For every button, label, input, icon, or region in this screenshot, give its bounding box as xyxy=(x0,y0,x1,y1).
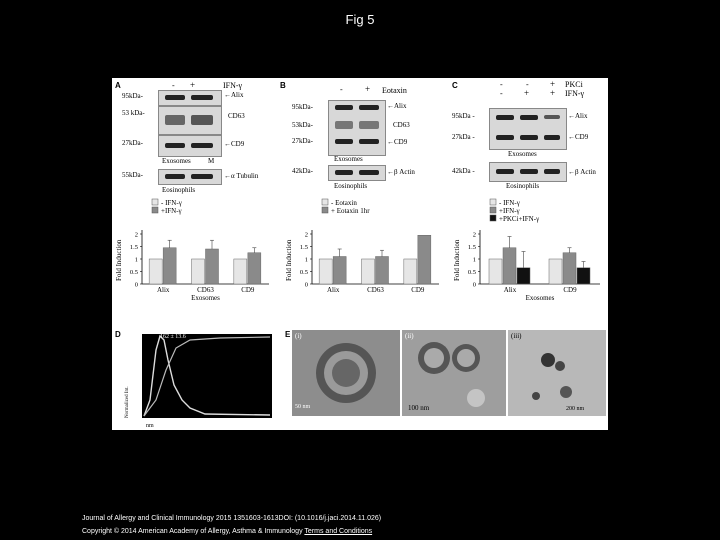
panel-c-protein: ←Alix xyxy=(568,112,588,120)
bar xyxy=(192,259,205,284)
bar xyxy=(234,259,247,284)
legend-label: - IFN-γ xyxy=(161,199,182,207)
actin-blot-b xyxy=(328,165,386,181)
bar xyxy=(577,268,590,284)
legend-label: - IFN-γ xyxy=(499,199,520,207)
bar xyxy=(362,259,375,284)
category-label: Alix xyxy=(326,286,340,294)
legend-label: +IFN-γ xyxy=(161,207,182,215)
y-tick-label: 1.5 xyxy=(129,244,138,251)
em-image-iii xyxy=(508,330,606,416)
bar xyxy=(517,268,530,284)
panel-c-letter: C xyxy=(452,81,458,90)
y-tick-label: 0 xyxy=(472,281,476,289)
slide-title: Fig 5 xyxy=(345,12,375,27)
panel-a-protein: ←Alix xyxy=(224,91,244,99)
panel-d-xlabel: nm xyxy=(146,423,154,429)
panel-c-row1-sign: - xyxy=(500,80,503,89)
panel-b-marker: 27kDa- xyxy=(292,137,313,145)
panel-b-marker: 42kDa- xyxy=(292,167,313,175)
panel-c-marker: 27kDa - xyxy=(452,133,475,141)
panel-a-eosinophils-label: Eosinophils xyxy=(162,186,196,194)
em-scale-ii: 100 nm xyxy=(408,404,430,412)
panel-b-treatment: Eotaxin xyxy=(382,86,407,95)
y-tick-label: 1 xyxy=(134,256,138,264)
category-label: Alix xyxy=(156,286,170,294)
bar-chart-pkci xyxy=(450,196,608,306)
category-label: CD63 xyxy=(367,286,384,294)
panel-c-row2-sign: + xyxy=(524,88,530,98)
bar xyxy=(489,259,502,284)
y-tick-label: 1.5 xyxy=(299,244,308,251)
em-label-i: (i) xyxy=(295,332,302,340)
panel-c-row1-sign: - xyxy=(526,80,529,89)
panel-a-marker: 27kDa- xyxy=(122,139,143,147)
category-label: CD9 xyxy=(241,286,255,294)
y-tick-label: 0 xyxy=(134,281,138,289)
panel-c-eosinophils-label: Eosinophils xyxy=(506,182,540,190)
bar xyxy=(149,259,162,284)
alix-blot xyxy=(158,90,222,106)
x-axis-label: Exosomes xyxy=(525,294,555,302)
panel-e-letter: E xyxy=(285,330,291,339)
em-image-ii xyxy=(402,330,506,416)
panel-a-protein: ←α Tubulin xyxy=(224,172,259,180)
panel-c-row2-label: IFN-γ xyxy=(565,89,585,98)
panel-a-treatment: IFN-γ xyxy=(223,81,243,90)
panel-b-letter: B xyxy=(280,81,286,90)
panel-b-marker: 53kDa- xyxy=(292,121,313,129)
y-tick-label: 2 xyxy=(304,231,308,239)
legend-swatch xyxy=(152,207,158,213)
y-tick-label: 2 xyxy=(472,231,476,239)
panel-c-row2-sign: - xyxy=(500,89,503,98)
bar xyxy=(503,248,516,284)
legend-swatch xyxy=(322,207,328,213)
panel-a-letter: A xyxy=(115,81,121,90)
figure-panel xyxy=(112,78,608,430)
bar xyxy=(549,259,562,284)
panel-b-eosinophils-label: Eosinophils xyxy=(334,182,368,190)
panel-c-row1-sign: + xyxy=(550,79,556,89)
em-scale-iii: 200 nm xyxy=(566,406,585,412)
citation-text: Journal of Allergy and Clinical Immunology 2015 1351603-1613DOI: (10.1016/j.jaci.2014.11.026) xyxy=(82,515,382,522)
panel-b-protein: ←β Actin xyxy=(387,168,415,176)
panel-b-sign-1: - xyxy=(340,85,343,94)
legend-swatch xyxy=(490,199,496,205)
category-label: CD63 xyxy=(197,286,214,294)
category-label: CD9 xyxy=(411,286,425,294)
y-axis-label: Fold Induction xyxy=(453,239,461,281)
bar xyxy=(376,257,389,285)
legend-swatch xyxy=(490,215,496,221)
bar xyxy=(418,235,431,284)
panel-c-exosomes-label: Exosomes xyxy=(508,150,537,158)
panel-a-marker: 95kDa- xyxy=(122,92,143,100)
nanoparticle-size-plot xyxy=(120,330,280,430)
panel-c-row1-label: PKCi xyxy=(565,80,583,89)
bar xyxy=(163,248,176,284)
copyright-line xyxy=(82,528,372,535)
y-tick-label: 1.5 xyxy=(467,244,476,251)
panel-c-protein: ←CD9 xyxy=(568,133,589,141)
panel-b-protein: CD63 xyxy=(393,121,410,129)
em-scale-i: 50 nm xyxy=(295,404,311,410)
bar-chart-ifn xyxy=(112,196,277,306)
bar xyxy=(333,257,346,285)
legend-swatch xyxy=(152,199,158,205)
panel-a-sign-2: + xyxy=(190,80,196,90)
panel-a-exosomes-label: Exosomes xyxy=(162,157,191,165)
y-axis-label: Fold Induction xyxy=(115,239,123,281)
y-tick-label: 0.5 xyxy=(129,269,138,276)
panel-a-protein: CD63 xyxy=(228,112,245,120)
cd63-blot xyxy=(158,106,222,135)
panel-c-marker: 95kDa - xyxy=(452,112,475,120)
panel-b-marker: 95kDa- xyxy=(292,103,313,111)
panel-a-m-label: M xyxy=(208,157,215,165)
panel-c-protein: ←β Actin xyxy=(568,168,596,176)
em-image-i xyxy=(292,330,400,416)
panel-b-exosomes-label: Exosomes xyxy=(334,155,363,163)
x-axis-label: Exosomes xyxy=(191,294,220,302)
panel-a-marker: 53 kDa- xyxy=(122,109,145,117)
y-tick-label: 0.5 xyxy=(299,269,308,276)
terms-link[interactable]: Terms and Conditions xyxy=(304,528,373,535)
bar-chart-eotaxin xyxy=(282,196,447,306)
em-label-ii: (ii) xyxy=(405,332,414,340)
legend-label: + Eotaxin 1hr xyxy=(331,207,370,215)
panel-d-letter: D xyxy=(115,330,121,339)
panel-b-protein: ←Alix xyxy=(387,102,407,110)
panel-a-marker: 55kDa- xyxy=(122,171,143,179)
bar xyxy=(206,249,219,284)
panel-c-blot xyxy=(489,108,567,150)
panel-b-blot xyxy=(328,100,386,156)
actin-blot-c xyxy=(489,162,567,182)
panel-d-peak-label: 162 ± 13.6 xyxy=(160,334,186,340)
y-tick-label: 0.5 xyxy=(467,269,476,276)
panel-d-ylabel: Normalized Int. xyxy=(125,386,130,418)
legend-label: +PKCi+IFN-γ xyxy=(499,215,540,223)
panel-a-protein: ←CD9 xyxy=(224,140,245,148)
cd9-blot xyxy=(158,135,222,157)
panel-c-marker: 42kDa - xyxy=(452,167,475,175)
bar xyxy=(563,253,576,284)
panel-b-sign-2: + xyxy=(365,84,371,94)
legend-swatch xyxy=(322,199,328,205)
bar xyxy=(319,259,332,284)
panel-a-sign-1: - xyxy=(172,81,175,90)
bar xyxy=(404,259,417,284)
y-tick-label: 2 xyxy=(134,231,138,239)
category-label: Alix xyxy=(503,286,517,294)
y-tick-label: 1 xyxy=(472,256,476,264)
em-label-iii: (iii) xyxy=(511,332,522,340)
panel-b-protein: ←CD9 xyxy=(387,138,408,146)
y-tick-label: 1 xyxy=(304,256,308,264)
y-tick-label: 0 xyxy=(304,281,308,289)
y-axis-label: Fold Induction xyxy=(285,239,293,281)
tubulin-blot xyxy=(158,169,222,185)
legend-label: - Eotaxin xyxy=(331,199,357,207)
bar xyxy=(248,253,261,284)
copyright-text: Copyright © 2014 American Academy of Allergy, Asthma & Immunology xyxy=(82,528,303,535)
legend-label: +IFN-γ xyxy=(499,207,520,215)
category-label: CD9 xyxy=(563,286,577,294)
legend-swatch xyxy=(490,207,496,213)
panel-c-row2-sign: + xyxy=(550,88,556,98)
